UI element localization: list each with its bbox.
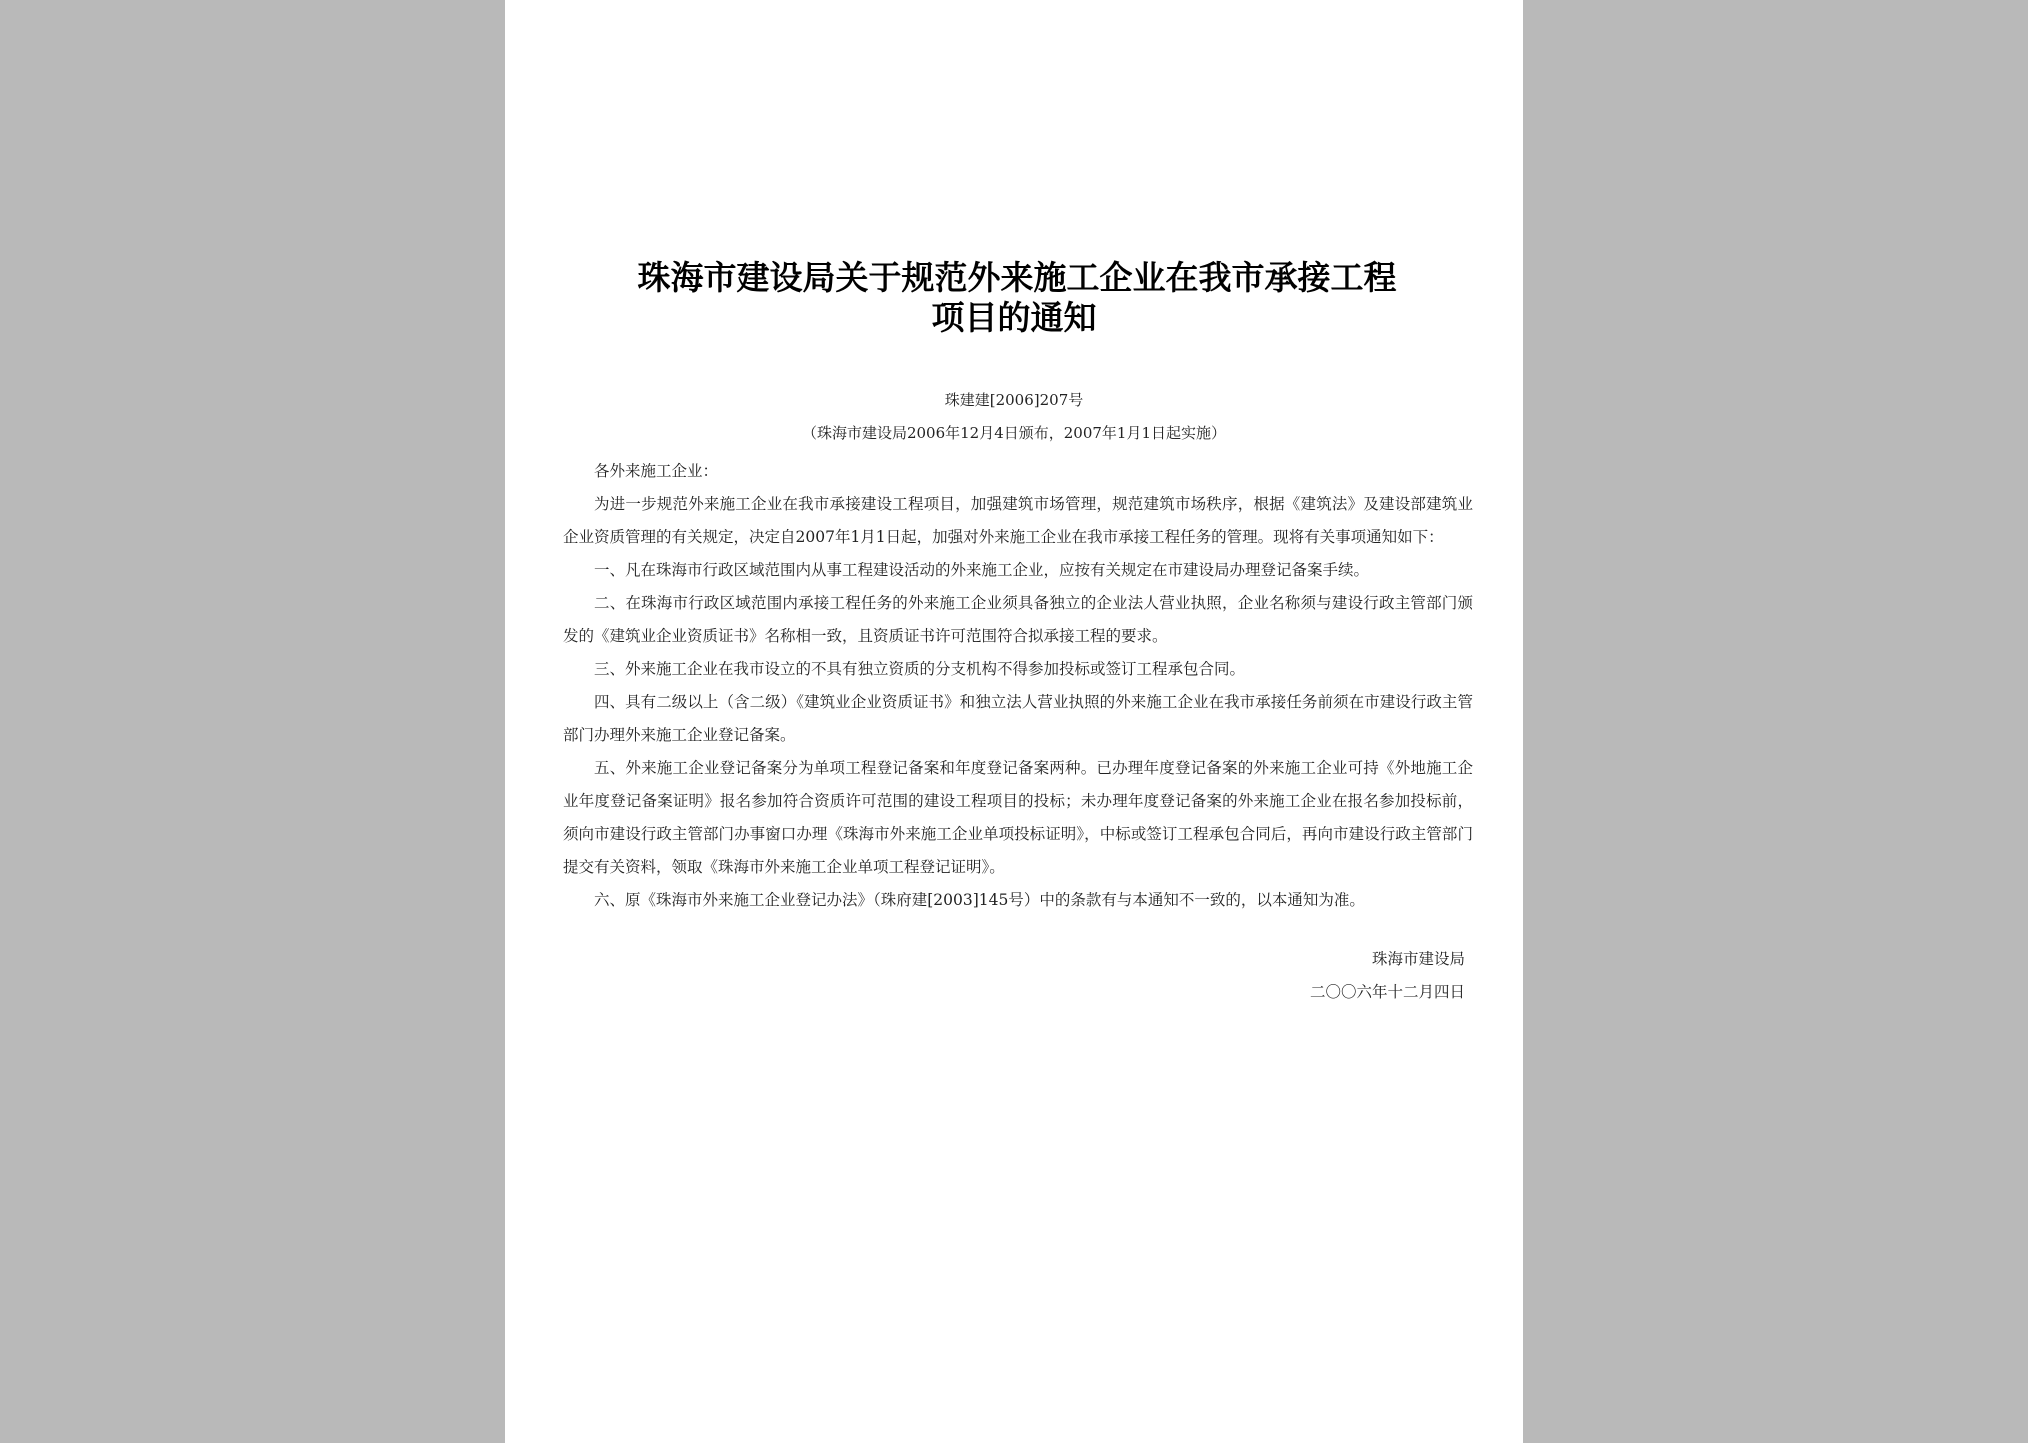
title-line-1: 珠海市建设局关于规范外来施工企业在我市承接工程: [637, 258, 1397, 297]
document-title: [505, 258, 1523, 338]
paragraph-item-6: 六、原《珠海市外来施工企业登记办法》（珠府建[2003]145号）中的条款有与本通知不一致的，以本通知为准。: [594, 891, 1365, 909]
paragraph-intro: 为进一步规范外来施工企业在我市承接建设工程项目，加强建筑市场管理，规范建筑市场秩序，根据《建筑法》及建设部建筑业企业资质管理的有关规定，决定自2007年1月1日起，加强对外来施工企业在我市承接工程任务的管理。现将有关事项通知如下：: [563, 495, 1473, 546]
document-number: 珠建建[2006]207号: [944, 391, 1084, 409]
paragraph-item-3: 三、外来施工企业在我市设立的不具有独立资质的分支机构不得参加投标或签订工程承包合同。: [594, 660, 1246, 678]
paragraph-item-2: 二、在珠海市行政区域范围内承接工程任务的外来施工企业须具备独立的企业法人营业执照，企业名称须与建设行政主管部门颁发的《建筑业企业资质证书》名称相一致，且资质证书许可范围符合拟承接工程的要求。: [563, 594, 1473, 645]
paragraph-item-5: 五、外来施工企业登记备案分为单项工程登记备案和年度登记备案两种。已办理年度登记备案的外来施工企业可持《外地施工企业年度登记备案证明》报名参加符合资质许可范围的建设工程项目的投标；未办理年度登记备案的外来施工企业在报名参加投标前，须向市建设行政主管部门办事窗口办理《珠海市外来施工企业单项投标证明》，中标或签订工程承包合同后，再向市建设行政主管部门提交有关资料，领取《珠海市外来施工企业单项工程登记证明》。: [563, 759, 1473, 876]
document-body: [563, 455, 1473, 917]
signature-date: 二〇〇六年十二月四日: [1309, 983, 1465, 1001]
promulgation-note: （珠海市建设局2006年12月4日颁布，2007年1月1日起实施）: [801, 424, 1227, 442]
salutation: 各外来施工企业：: [594, 462, 719, 480]
signature-organization: 珠海市建设局: [1371, 950, 1465, 968]
paragraph-item-1: 一、凡在珠海市行政区域范围内从事工程建设活动的外来施工企业，应按有关规定在市建设局办理登记备案手续。: [594, 561, 1370, 579]
document-page: [505, 0, 1523, 1443]
paragraph-item-4: 四、具有二级以上（含二级）《建筑业企业资质证书》和独立法人营业执照的外来施工企业在我市承接任务前须在市建设行政主管部门办理外来施工企业登记备案。: [563, 693, 1473, 744]
title-line-2: 项目的通知: [931, 298, 1097, 337]
